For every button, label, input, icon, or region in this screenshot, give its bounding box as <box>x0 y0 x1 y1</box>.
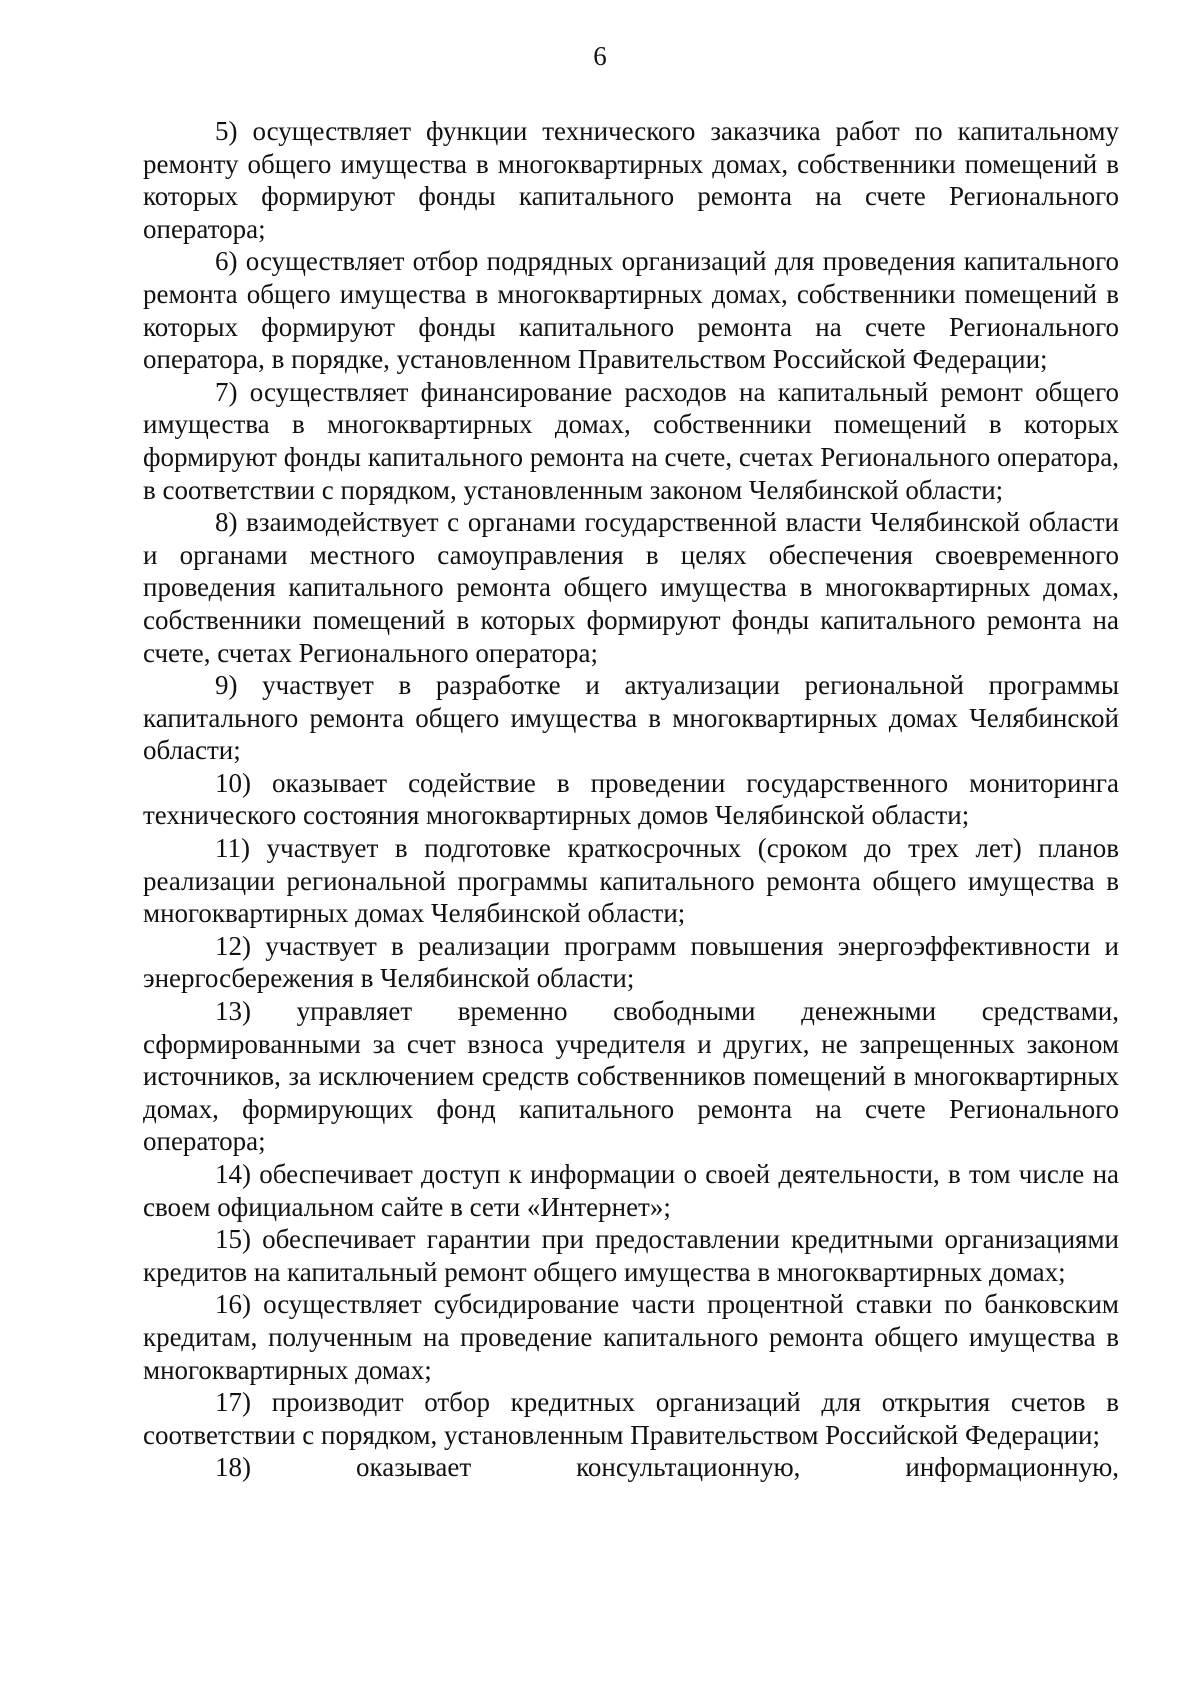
paragraph-item-18: 18) оказывает консультационную, информационную, <box>215 1452 1119 1483</box>
paragraph-item-16: 16) осуществляет субсидирование части процентной ставки по банковским кредитам, полученным на проведение капитального ремонта общего имущества в многоквартирных домах; <box>143 1289 1119 1385</box>
paragraph-item-5: 5) осуществляет функции технического заказчика работ по капитальному ремонту общего имущества в многоквартирных домах, собственники помещений в которых формируют фонды капитального ремонта на счете Регионального оператора; <box>143 116 1119 244</box>
paragraph-item-9: 9) участвует в разработке и актуализации региональной программы капитального ремонта общего имущества в многоквартирных домах Челябинской области; <box>143 670 1119 766</box>
paragraph-item-10: 10) оказывает содействие в проведении государственного мониторинга технического состояния многоквартирных домов Челябинской области; <box>143 767 1119 831</box>
paragraph-item-11: 11) участвует в подготовке краткосрочных (сроком до трех лет) планов реализации региональной программы капитального ремонта общего имущества в многоквартирных домах Челябинской области; <box>143 833 1119 929</box>
document-body <box>143 115 1119 1484</box>
paragraph-item-7: 7) осуществляет финансирование расходов на капитальный ремонт общего имущества в многоквартирных домах, собственники помещений в которых формируют фонды капитального ремонта на счете, счетах Регионального оператора, в соответствии с порядком, установленным законом Челябинской области; <box>143 376 1119 505</box>
paragraph-item-6: 6) осуществляет отбор подрядных организаций для проведения капитального ремонта общего имущества в многоквартирных домах, собственники помещений в которых формируют фонды капитального ремонта на счете Регионального оператора, в порядке, установленном Правительством Российской Федерации; <box>143 246 1119 375</box>
paragraph-item-14: 14) обеспечивает доступ к информации о своей деятельности, в том числе на своем официальном сайте в сети «Интернет»; <box>143 1159 1119 1222</box>
paragraph-item-17: 17) производит отбор кредитных организаций для открытия счетов в соответствии с порядком, установленным Правительством Российской Федерации; <box>143 1387 1119 1450</box>
paragraph-item-8: 8) взаимодействует с органами государственной власти Челябинской области и органами местного самоуправления в целях обеспечения своевременного проведения капитального ремонта общего имущества в многоквартирных домах, собственники помещений в которых формируют фонды капитального ремонта на счете, счетах Регионального оператора; <box>143 507 1119 668</box>
paragraph-item-12: 12) участвует в реализации программ повышения энергоэффективности и энергосбережения в Челябинской области; <box>143 930 1119 994</box>
paragraph-item-15: 15) обеспечивает гарантии при предоставлении кредитными организациями кредитов на капитальный ремонт общего имущества в многоквартирных домах; <box>143 1224 1119 1287</box>
page-number: 6 <box>593 41 607 71</box>
paragraph-item-13: 13) управляет временно свободными денежными средствами, сформированными за счет взноса учредителя и других, не запрещенных законом источников, за исключением средств собственников помещений в многоквартирных домах, формирующих фонд капитального ремонта на счете Регионального оператора; <box>143 996 1119 1157</box>
